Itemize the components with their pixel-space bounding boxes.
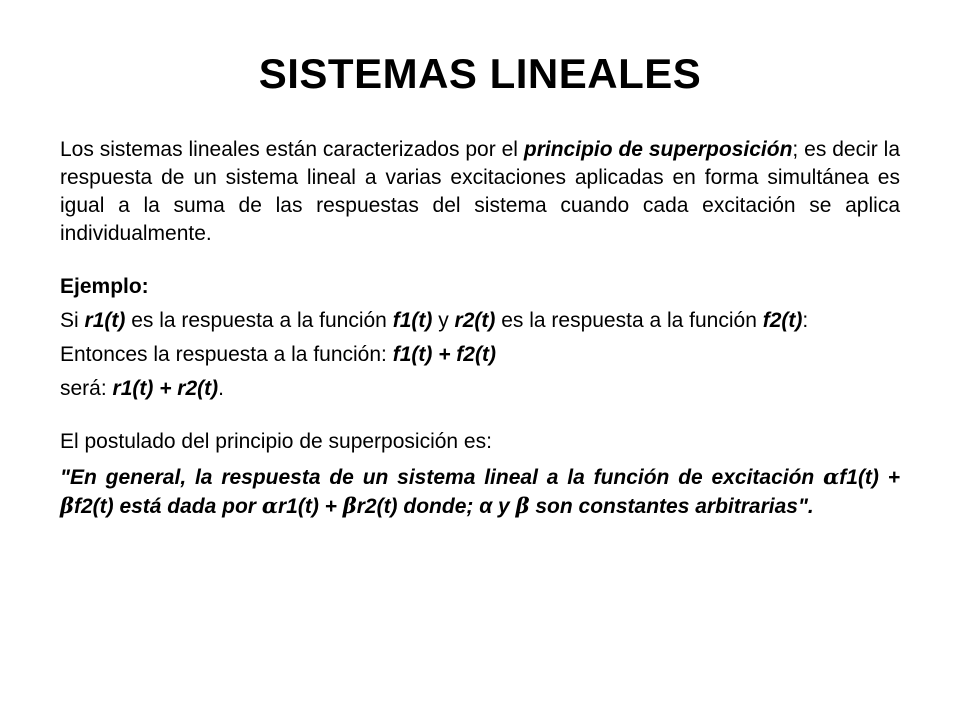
example-line-1-text-1: Si: [60, 309, 85, 332]
intro-text-1: Los sistemas lineales están caracterizados por el: [60, 138, 524, 161]
example-line-1-text-4: es la respuesta a la función: [495, 309, 763, 332]
postulate-quote: [60, 463, 900, 521]
postulate-text-4: r1(t) +: [278, 495, 343, 518]
postulate-text-1: "En general, la respuesta de un sistema lineal a la función de excitación: [60, 466, 824, 489]
example-line-3: [60, 375, 900, 403]
example-line-1-text-2: es la respuesta a la función: [125, 309, 393, 332]
example-r2: r2(t): [454, 309, 496, 332]
postulate-text-3: f2(t) está dada por: [73, 495, 262, 518]
alpha-symbol-2: α: [261, 493, 278, 518]
example-heading: Ejemplo:: [60, 275, 149, 298]
beta-symbol-3: β: [515, 493, 530, 518]
postulate-text-6: son constantes arbitrarias".: [529, 495, 814, 518]
postulate-lead: El postulado del principio de superposición es:: [60, 430, 492, 453]
example-line-2-text: Entonces la respuesta a la función:: [60, 343, 393, 366]
example-line-2: [60, 341, 900, 369]
example-line-1: [60, 307, 900, 335]
example-line-1-text-3: y: [432, 309, 455, 332]
slide-title: SISTEMAS LINEALES: [258, 50, 702, 97]
example-line-3-end: .: [218, 377, 224, 400]
beta-symbol-1: β: [60, 493, 74, 518]
example-f1: f1(t): [392, 309, 433, 332]
example-f2: f2(t): [762, 309, 803, 332]
intro-principle-term: principio de superposición: [523, 138, 793, 161]
beta-symbol-2: β: [342, 493, 357, 518]
postulate-text-2: f1(t) +: [839, 466, 901, 489]
example-line-1-text-5: :: [802, 309, 809, 332]
example-r1: r1(t): [84, 309, 126, 332]
intro-paragraph: [60, 136, 900, 248]
intro-text-2: ; es decir la respuesta de un sistema lineal a varias excitaciones aplicadas en forma simultánea es igual a la suma de las respuestas del sistema cuando cada excitación se aplica individualmente.: [60, 138, 900, 245]
alpha-symbol-1: α: [823, 464, 840, 489]
example-sum-inputs: f1(t) + f2(t): [392, 343, 496, 366]
example-line-3-text: será:: [60, 377, 113, 400]
example-sum-responses: r1(t) + r2(t): [112, 377, 219, 400]
postulate-text-5: r2(t) donde; α y: [356, 495, 516, 518]
slide-body: [60, 136, 900, 521]
